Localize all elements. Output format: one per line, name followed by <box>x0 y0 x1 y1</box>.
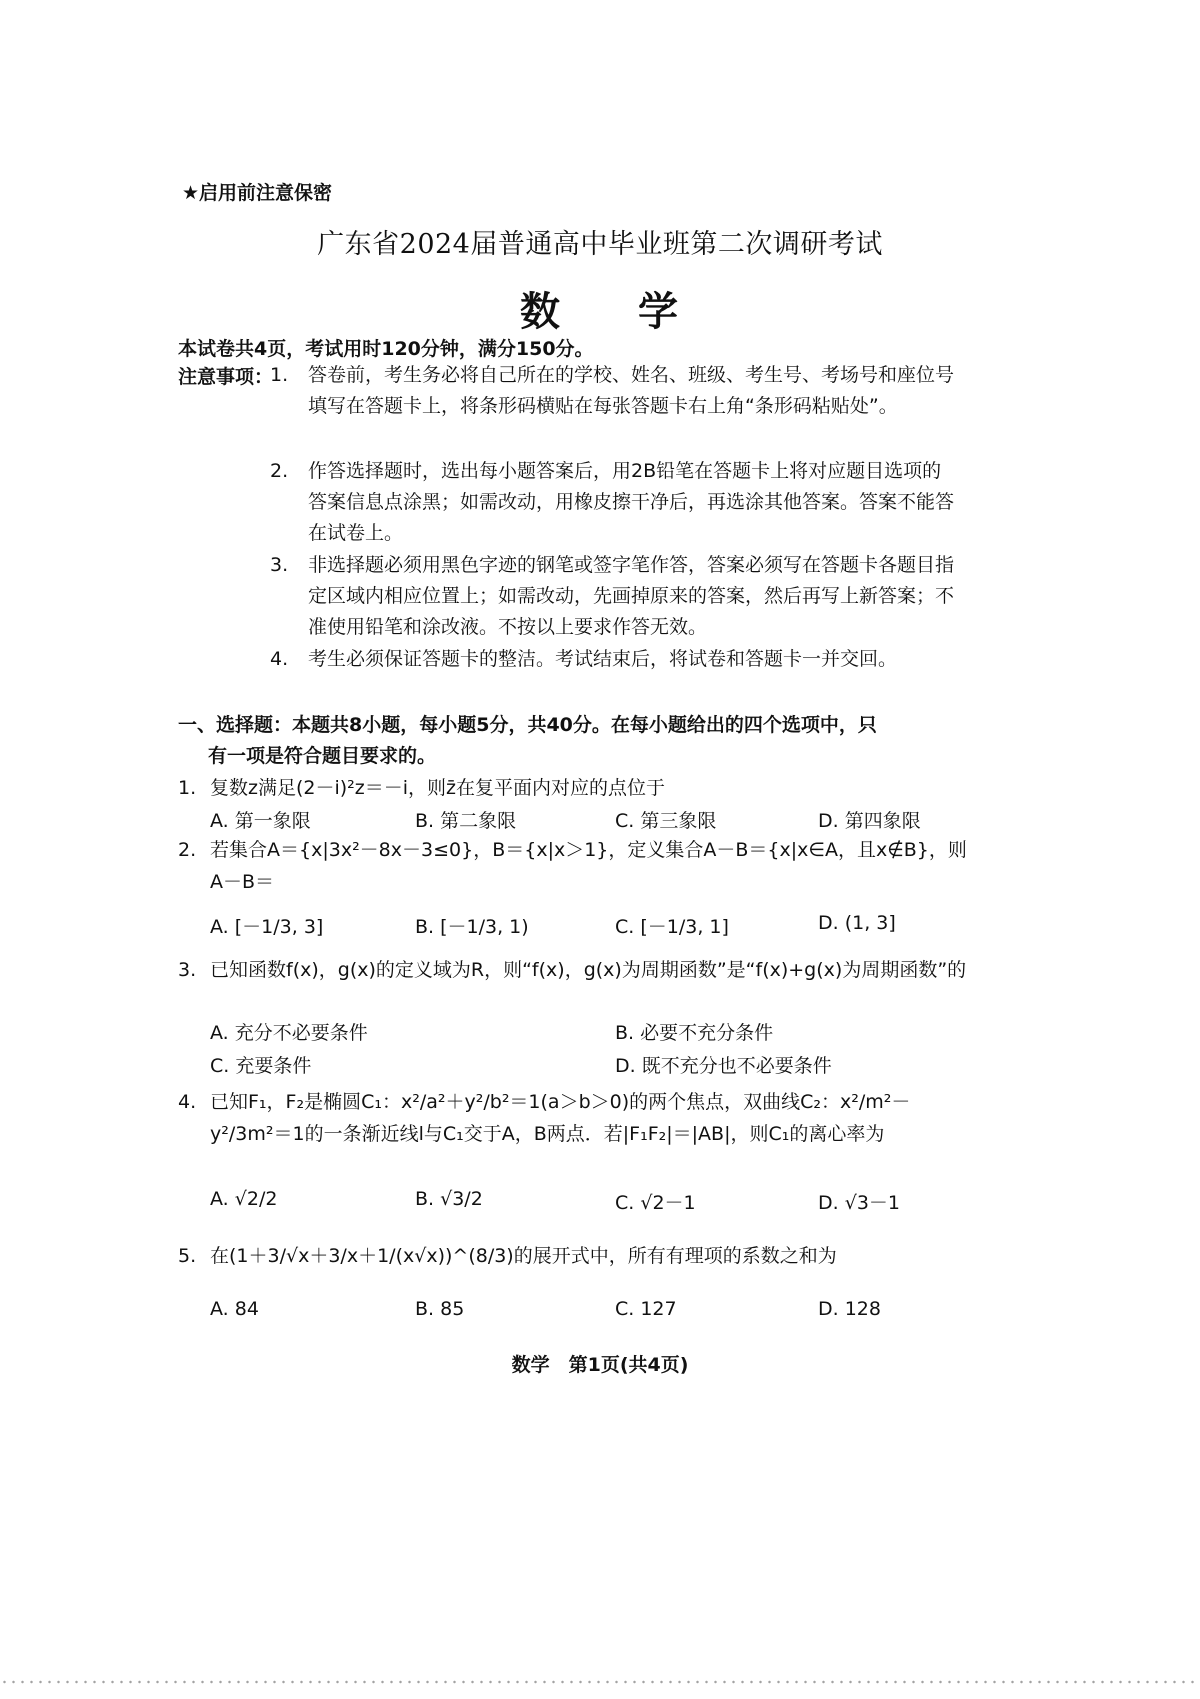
option-b: B. 85 <box>415 1298 465 1320</box>
option-d: D. √3－1 <box>818 1192 900 1214</box>
note-item <box>270 456 960 549</box>
option-c: C. [－1/3, 1] <box>615 916 729 938</box>
question-number: 2. <box>178 839 197 861</box>
question-number: 1. <box>178 777 197 799</box>
confidential-mark: ★启用前注意保密 <box>182 182 333 204</box>
question-1 <box>178 772 968 804</box>
note-number: 1. <box>270 364 289 386</box>
question-4 <box>178 1086 968 1150</box>
option-b: B. 第二象限 <box>415 810 517 832</box>
section-heading <box>178 710 958 772</box>
option-b: B. [－1/3, 1) <box>415 916 529 938</box>
question-number: 3. <box>178 959 197 981</box>
option-b: B. √3/2 <box>415 1188 483 1210</box>
question-text: 若集合A＝{x|3x²－8x－3≤0}，B＝{x|x＞1}，定义集合A－B＝{x|x∈A，且x∉B}，则A－B＝ <box>210 839 967 893</box>
question-5 <box>178 1240 968 1272</box>
scan-dot-border <box>0 1680 1200 1684</box>
question-text: 已知F₁，F₂是椭圆C₁：x²/a²＋y²/b²＝1(a＞b＞0)的两个焦点，双曲线C₂：x²/m²－y²/3m²＝1的一条渐近线l与C₁交于A，B两点．若|F₁F₂|＝|AB|，则C₁的离心率为 <box>210 1091 911 1145</box>
page-footer: 数学 第1页(共4页) <box>511 1354 689 1376</box>
option-c: C. √2－1 <box>615 1192 696 1214</box>
note-text: 作答选择题时，选出每小题答案后，用2B铅笔在答题卡上将对应题目选项的答案信息点涂黑；如需改动，用橡皮擦干净后，再选涂其他答案。答案不能答在试卷上。 <box>308 460 955 544</box>
question-2 <box>178 834 968 898</box>
option-c: C. 127 <box>615 1298 677 1320</box>
note-text: 考生必须保证答题卡的整洁。考试结束后，将试卷和答题卡一并交回。 <box>308 648 898 670</box>
question-text: 已知函数f(x)，g(x)的定义域为R，则“f(x)，g(x)为周期函数”是“f(x)+g(x)为周期函数”的 <box>210 959 967 981</box>
option-a: A. 84 <box>210 1298 259 1320</box>
question-text: 在(1＋3/√x＋3/x＋1/(x√x))^(8/3)的展开式中，所有有理项的系数之和为 <box>210 1245 837 1267</box>
option-c: C. 第三象限 <box>615 810 717 832</box>
note-number: 4. <box>270 648 289 670</box>
subject-title: 数 学 <box>520 289 710 335</box>
option-a: A. 第一象限 <box>210 810 311 832</box>
note-number: 2. <box>270 460 289 482</box>
exam-title: 广东省2024届普通高中毕业班第二次调研考试 <box>317 229 883 260</box>
option-b: B. 必要不充分条件 <box>615 1022 774 1044</box>
question-3 <box>178 954 968 986</box>
note-number: 3. <box>270 554 289 576</box>
question-number: 5. <box>178 1245 197 1267</box>
option-d: D. 既不充分也不必要条件 <box>615 1055 832 1077</box>
option-a: A. √2/2 <box>210 1188 278 1210</box>
option-d: D. (1, 3] <box>818 912 896 934</box>
notes-heading: 注意事项： <box>178 366 274 388</box>
question-number: 4. <box>178 1091 197 1113</box>
note-text: 非选择题必须用黑色字迹的钢笔或签字笔作答，答案必须写在答题卡各题目指定区域内相应位置上；如需改动，先画掉原来的答案，然后再写上新答案；不准使用铅笔和涂改液。不按以上要求作答无效。 <box>308 554 955 638</box>
note-item <box>270 550 960 643</box>
option-a: A. 充分不必要条件 <box>210 1022 368 1044</box>
note-text: 答卷前，考生务必将自己所在的学校、姓名、班级、考生号、考场号和座位号填写在答题卡上，将条形码横贴在每张答题卡右上角“条形码粘贴处”。 <box>308 364 955 417</box>
note-item <box>270 644 960 675</box>
option-d: D. 128 <box>818 1298 881 1320</box>
option-c: C. 充要条件 <box>210 1055 312 1077</box>
option-d: D. 第四象限 <box>818 810 921 832</box>
question-text: 复数z满足(2－i)²z＝－i，则z̄在复平面内对应的点位于 <box>210 777 666 799</box>
note-item <box>270 360 960 422</box>
section-line-2: 有一项是符合题目要求的。 <box>208 745 437 767</box>
section-line-1: 一、选择题：本题共8小题，每小题5分，共40分。在每小题给出的四个选项中，只 <box>178 714 877 736</box>
exam-intro: 本试卷共4页，考试用时120分钟，满分150分。 <box>178 338 594 360</box>
option-a: A. [－1/3, 3] <box>210 916 324 938</box>
